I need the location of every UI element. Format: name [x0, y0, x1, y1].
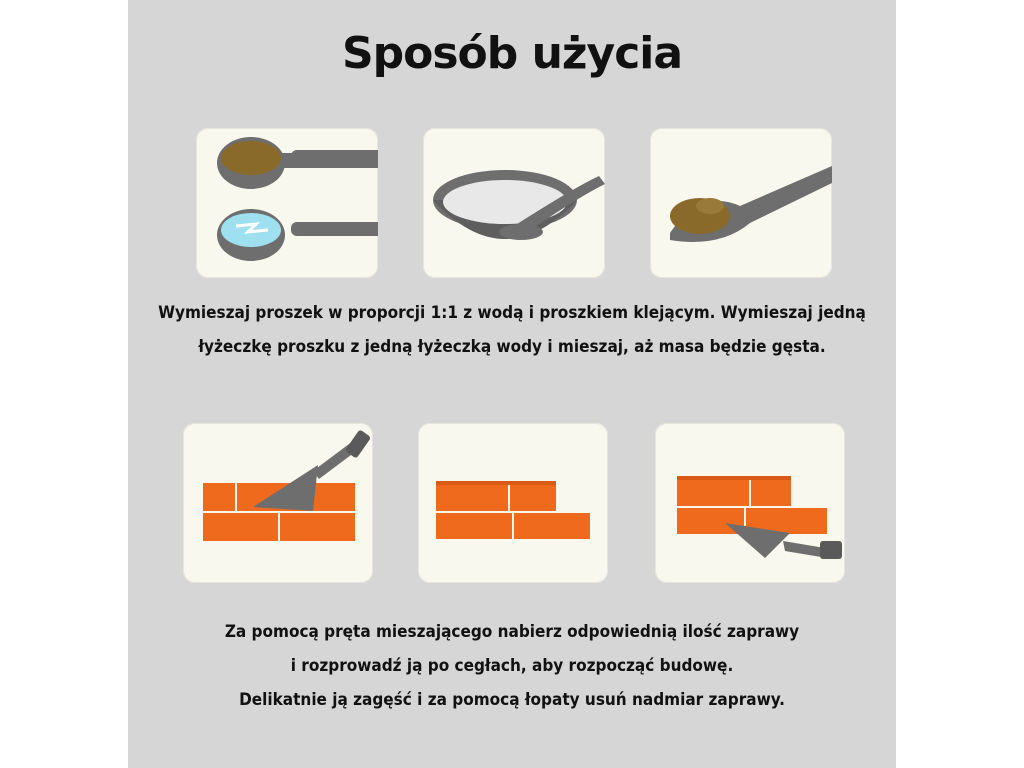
step2-line-2: i rozprowadź ją po cegłach, aby rozpocząć budowę.	[290, 656, 734, 676]
step-card-paste	[650, 128, 832, 278]
step1-text	[128, 296, 896, 364]
measuring-spoons-icon	[196, 128, 378, 278]
step2-line-3: Delikatnie ją zagęść i za pomocą łopaty usuń nadmiar zaprawy.	[239, 690, 785, 710]
brick-wall-icon	[418, 423, 608, 583]
page-title: Sposób użycia	[341, 28, 683, 79]
instruction-panel	[128, 0, 896, 768]
step-card-wall	[418, 423, 608, 583]
trowel-under-bricks-icon	[655, 423, 845, 583]
step-card-measure	[196, 128, 378, 278]
step-card-apply	[183, 423, 373, 583]
step1-line-1: Wymieszaj proszek w proporcji 1:1 z wodą i proszkiem klejącym. Wymieszaj jedną	[158, 303, 866, 323]
mixing-bowl-icon	[423, 128, 605, 278]
spoon-with-paste-icon	[650, 128, 832, 278]
step-card-mix	[423, 128, 605, 278]
trowel-on-bricks-icon	[183, 423, 373, 583]
step2-text	[128, 615, 896, 717]
step-card-smooth	[655, 423, 845, 583]
step1-line-2: łyżeczkę proszku z jedną łyżeczką wody i mieszaj, aż masa będzie gęsta.	[198, 337, 826, 357]
step2-line-1: Za pomocą pręta mieszającego nabierz odpowiednią ilość zaprawy	[224, 622, 800, 642]
